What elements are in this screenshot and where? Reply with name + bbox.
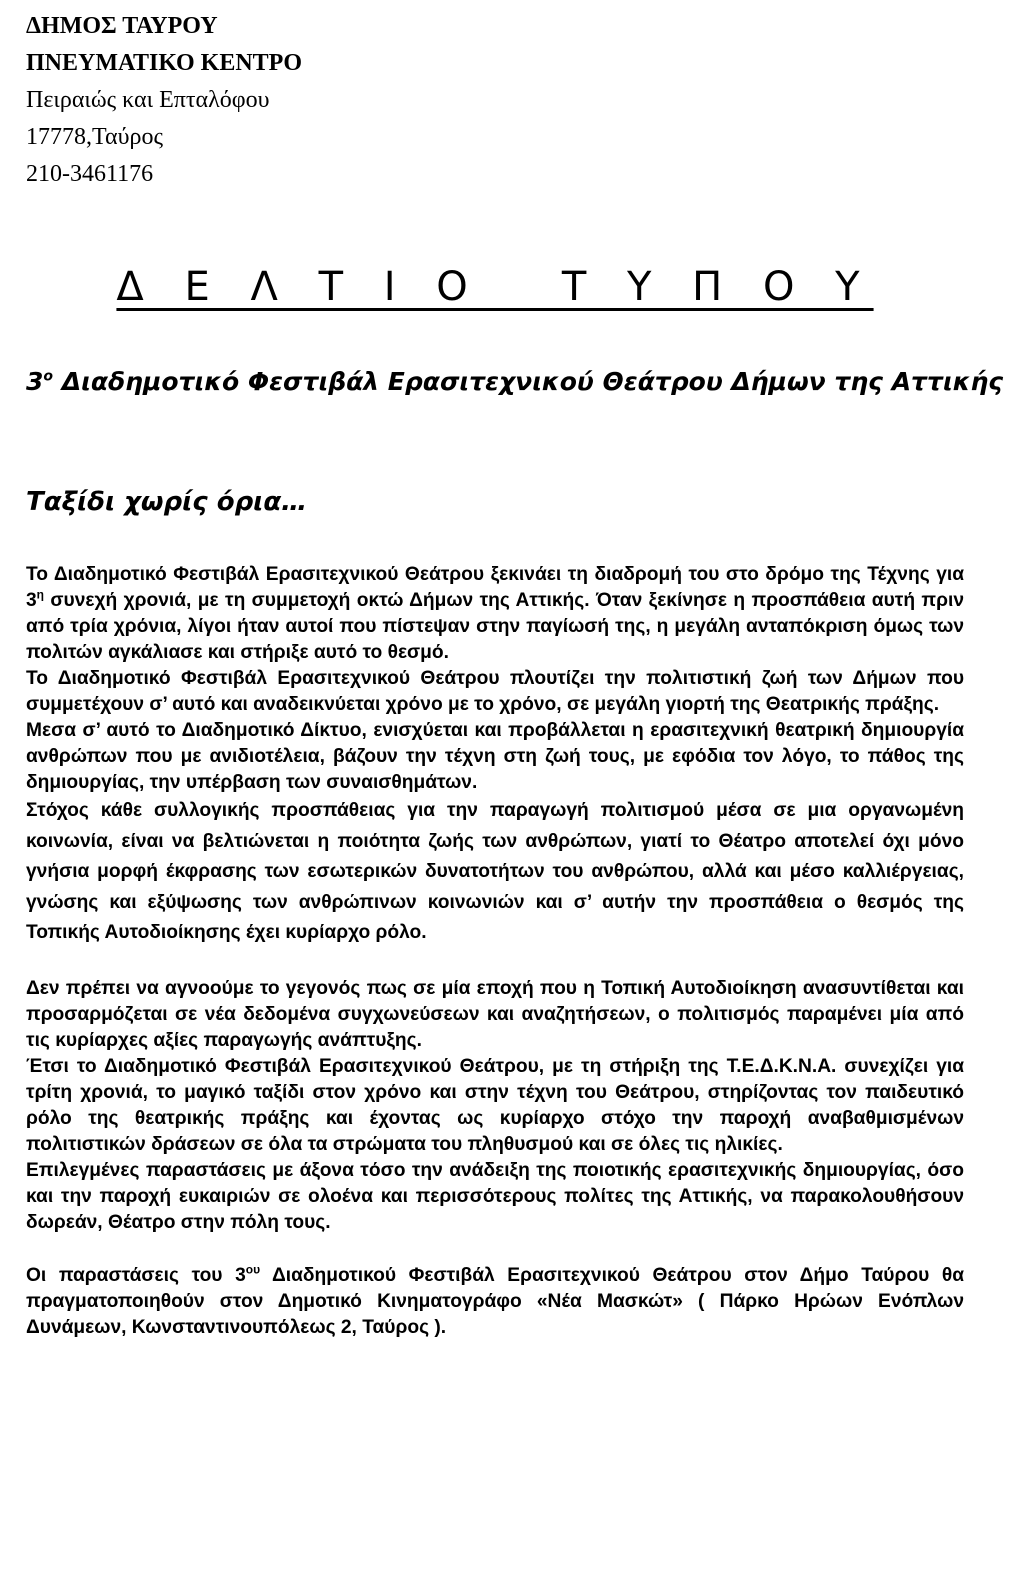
press-release-heading: Δ Ε Λ Τ Ι Ο Τ Υ Π Ο Υ bbox=[116, 264, 874, 310]
press-release-body bbox=[26, 562, 964, 1341]
paragraph-network: Μεσα σ’ αυτό το Διαδημοτικό Δίκτυο, ενισχύεται και προβάλλεται η ερασιτεχνική θεατρική δημιουργία ανθρώπων που με ανιδιοτέλεια, βάζουν την τέχνη στη ζωή τους, με εφόδια τον λόγο, το πάθος της δημιουργίας, την υπέρβαση των συναισθημάτων. bbox=[26, 720, 964, 793]
sender-address-block bbox=[26, 8, 302, 193]
paragraph-selected-performances: Επιλεγμένες παραστάσεις με άξονα τόσο την ανάδειξη της ποιοτικής ερασιτεχνικής δημιουργίας, όσο και την παροχή ευκαιριών σε ολοένα και περισσότερους πολίτες της Αττικής, να παρακολουθήσουν δωρεάν, Θέατρο στην πόλη τους. bbox=[26, 1159, 964, 1233]
paragraph-venue bbox=[26, 1263, 964, 1341]
paragraph-goal: Στόχος κάθε συλλογικής προσπάθειας για την παραγωγή πολιτισμού μέσα σε μια οργανωμένη κοινωνία, είναι να βελτιώνεται η ποιότητα ζωής των ανθρώπων, γιατί το Θέατρο αποτελεί όχι μόνο γνήσια μορφή έκφρασης των εσωτερικών δυνατοτήτων του ανθρώπου, αλλά και μέσο καλλιέργειας, γνώσης και εξύψωσης των ανθρώπινων κοινωνιών και σ’ αυτήν την προσπάθεια ο θεσμός της Τοπικής Αυτοδιοίκησης έχει κυρίαρχο ρόλο. bbox=[26, 800, 964, 943]
street-address: Πειραιώς και Επταλόφου bbox=[26, 87, 270, 113]
paragraph-enrichment: Το Διαδημοτικό Φεστιβάλ Ερασιτεχνικού Θεάτρου πλουτίζει την πολιτιστική ζωή των Δήμων που συμμετέχουν σ’ αυτό και αναδεικνύεται χρόνο με το χρόνο, σε μεγάλη γιορτή της Θεατρικής πράξης. bbox=[26, 668, 964, 715]
paragraph-intro bbox=[26, 562, 964, 666]
municipality-name: ΔΗΜΟΣ ΤΑΥΡΟΥ bbox=[26, 13, 218, 39]
festival-ordinal: ο bbox=[43, 368, 54, 385]
festival-name: Διαδημοτικό Φεστιβάλ Ερασιτεχνικού Θεάτρου Δήμων της Αττικής bbox=[53, 367, 1004, 396]
festival-subtitle: Ταξίδι χωρίς όρια… bbox=[26, 487, 308, 517]
festival-number: 3 bbox=[26, 367, 44, 396]
ordinal-superscript: η bbox=[36, 587, 45, 602]
festival-title bbox=[26, 364, 1006, 400]
paragraph-venue-text-b: Διαδημοτικού Φεστιβάλ Ερασιτεχνικού Θεάτρου στον Δήμο Ταύρου θα πραγματοποιηθούν στον Δημοτικό Κινηματογράφο «Νέα Μασκώτ» ( Πάρκο Ηρώων Ενόπλων Δυνάμεων, Κωνσταντινουπόλεως 2, Ταύρος ). bbox=[26, 1264, 964, 1338]
paragraph-venue-text-a: Οι παραστάσεις του 3 bbox=[26, 1264, 246, 1286]
paragraph-intro-text-b: συνεχή χρονιά, με τη συμμετοχή οκτώ Δήμων της Αττικής. Όταν ξεκίνησε η προσπάθεια αυτή πριν από τρία χρόνια, λίγοι ήταν αυτοί που πίστεψαν στην παγίωσή της, η μεγάλη ανταπόκριση όμως των πολιτών αγκάλιασε και στήριξε αυτό το θεσμό. bbox=[26, 590, 964, 663]
ordinal-superscript-venue: ου bbox=[245, 1262, 261, 1277]
postal-code-city: 17778,Ταύρος bbox=[26, 124, 163, 150]
paragraph-intro-text-a: Το Διαδημοτικό Φεστιβάλ Ερασιτεχνικού Θεάτρου ξεκινάει τη διαδρομή του στο δρόμο της Τέχνης για 3 bbox=[26, 564, 964, 611]
cultural-center-name: ΠΝΕΥΜΑΤΙΚΟ ΚΕΝΤΡΟ bbox=[26, 50, 302, 76]
document-title bbox=[0, 262, 990, 312]
phone-number: 210-3461176 bbox=[26, 161, 154, 187]
paragraph-local-government: Δεν πρέπει να αγνοούμε το γεγονός πως σε μία εποχή που η Τοπική Αυτοδιοίκηση ανασυντίθεται και προσαρμόζεται σε νέα δεδομένα συγχωνεύσεων και αναζητήσεων, ο πολιτισμός παραμένει μία από τις κυρίαρχες αξίες παραγωγής ανάπτυξης. bbox=[26, 977, 964, 1051]
paragraph-support: Έτσι το Διαδημοτικό Φεστιβάλ Ερασιτεχνικού Θεάτρου, με τη στήριξη της Τ.Ε.Δ.Κ.Ν.Α. συνεχίζει για τρίτη χρονιά, το μαγικό ταξίδι στον χρόνο και στην τέχνη του Θεάτρου, στηρίζοντας τον παιδευτικό ρόλο της θεατρικής πράξης και έχοντας ως κυρίαρχο στόχο την παροχή αναβαθμισμένων πολιτιστικών δράσεων σε όλα τα στρώματα του πληθυσμού και σε όλες τις ηλικίες. bbox=[26, 1055, 964, 1155]
